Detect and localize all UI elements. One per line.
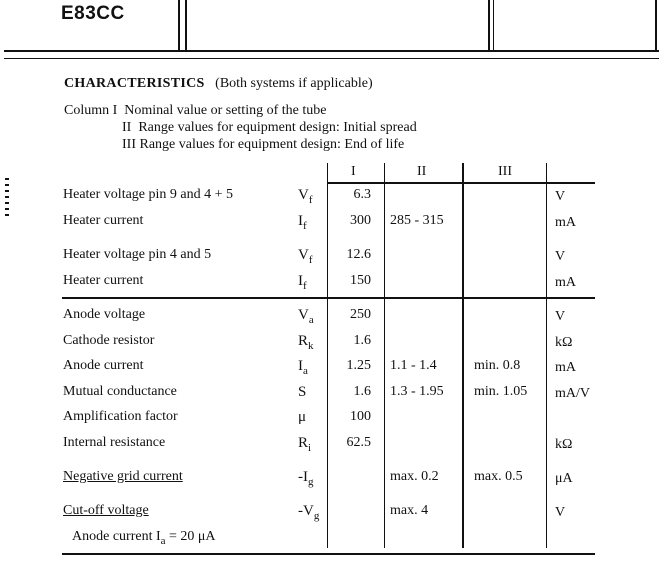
row-symbol: $R_k$ bbox=[298, 333, 314, 352]
col3-value: min. 0.8 bbox=[474, 358, 521, 373]
col-header-1: I bbox=[351, 164, 356, 179]
row-label: Internal resistance bbox=[63, 435, 166, 450]
col1-value: 62.5 bbox=[346, 435, 371, 450]
row-symbol: $-V_g$ bbox=[298, 503, 320, 522]
col1-value: 150 bbox=[350, 273, 371, 288]
unit: mA/V bbox=[555, 386, 590, 401]
row-symbol: $R_i$ bbox=[298, 435, 312, 454]
unit: mA bbox=[555, 275, 576, 290]
row-label: Cathode resistor bbox=[63, 333, 155, 348]
legend-col-2: II Range values for equipment design: Initial spread bbox=[122, 120, 417, 135]
col1-value: 250 bbox=[350, 307, 371, 322]
cutoff-condition-note: Anode current $I_a = 20$ μA bbox=[72, 529, 216, 547]
col-header-3: III bbox=[498, 164, 512, 179]
row-symbol: $I_f$ bbox=[298, 213, 307, 232]
col1-value: 1.25 bbox=[346, 358, 371, 373]
col2-value: 1.3 - 1.95 bbox=[390, 384, 444, 399]
section-title: CHARACTERISTICS bbox=[64, 76, 205, 91]
tube-type-title: E83CC bbox=[61, 3, 125, 24]
unit: V bbox=[555, 189, 566, 204]
row-symbol: $V_f$ bbox=[298, 247, 313, 266]
row-label: Mutual conductance bbox=[63, 384, 177, 399]
col1-value: 100 bbox=[350, 409, 371, 424]
unit: mA bbox=[555, 215, 576, 230]
section-note: (Both systems if applicable) bbox=[215, 76, 373, 91]
col1-value: 1.6 bbox=[353, 333, 371, 348]
col2-value: 285 - 315 bbox=[390, 213, 444, 228]
unit: V bbox=[555, 309, 566, 324]
row-label: Cut-off voltage bbox=[63, 503, 149, 518]
legend-col-1: Column I Nominal value or setting of the tube bbox=[64, 103, 327, 118]
row-symbol: μ bbox=[298, 409, 307, 425]
unit: V bbox=[555, 249, 566, 264]
col3-value: min. 1.05 bbox=[474, 384, 528, 399]
col3-value: max. 0.5 bbox=[474, 469, 523, 484]
col1-value: 1.6 bbox=[353, 384, 371, 399]
legend-col-3: III Range values for equipment design: End of life bbox=[122, 137, 405, 152]
row-symbol: S bbox=[298, 384, 307, 400]
unit: kΩ bbox=[555, 437, 573, 452]
unit: mA bbox=[555, 360, 576, 375]
row-label: Anode voltage bbox=[63, 307, 146, 322]
unit: kΩ bbox=[555, 335, 573, 350]
row-label: Amplification factor bbox=[63, 409, 178, 424]
row-label: Heater voltage pin 4 and 5 bbox=[63, 247, 212, 262]
col2-value: max. 0.2 bbox=[390, 469, 439, 484]
col2-value: 1.1 - 1.4 bbox=[390, 358, 437, 373]
row-symbol: $V_a$ bbox=[298, 307, 314, 326]
col-header-2: II bbox=[417, 164, 427, 179]
row-label: Anode current bbox=[63, 358, 144, 373]
row-label: Heater current bbox=[63, 273, 144, 288]
row-label: Heater current bbox=[63, 213, 144, 228]
row-label: Heater voltage pin 9 and 4 + 5 bbox=[63, 187, 234, 202]
col1-value: 6.3 bbox=[353, 187, 371, 202]
row-symbol: $I_a$ bbox=[298, 358, 308, 377]
row-label: Negative grid current bbox=[63, 469, 183, 484]
row-symbol: $-I_g$ bbox=[298, 469, 314, 488]
col2-value: max. 4 bbox=[390, 503, 429, 518]
col1-value: 300 bbox=[350, 213, 371, 228]
unit: V bbox=[555, 505, 566, 520]
col1-value: 12.6 bbox=[346, 247, 371, 262]
section-heading bbox=[64, 76, 373, 92]
row-symbol: $V_f$ bbox=[298, 187, 313, 206]
row-symbol: $I_f$ bbox=[298, 273, 307, 292]
unit: μA bbox=[555, 471, 573, 486]
